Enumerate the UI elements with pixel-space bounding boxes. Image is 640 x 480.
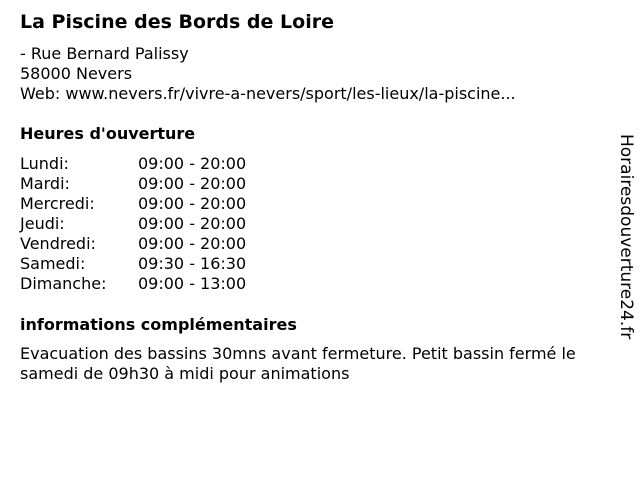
hours-day: Samedi: [20, 254, 86, 273]
hours-time: 09:00 - 20:00 [138, 194, 247, 213]
hours-day: Lundi: [20, 154, 69, 173]
info-text: Evacuation des bassins 30mns avant fermeture. Petit bassin fermé le samedi de 09h30 à midi pour animations [20, 344, 576, 383]
hours-day: Mardi: [20, 174, 70, 193]
hours-time: 09:00 - 20:00 [138, 214, 247, 233]
site-watermark: Horairesdouverture24.fr [616, 134, 636, 340]
hours-heading: Heures d'ouverture [20, 124, 196, 143]
hours-time: 09:00 - 13:00 [138, 274, 247, 293]
website-link[interactable]: Web: www.nevers.fr/vivre-a-nevers/sport/les-lieux/la-piscine... [20, 84, 516, 103]
hours-row [20, 234, 246, 254]
info-heading: informations complémentaires [20, 315, 297, 334]
hours-row [20, 274, 246, 294]
address-block [20, 44, 516, 104]
hours-row [20, 254, 246, 274]
hours-time: 09:00 - 20:00 [138, 234, 247, 253]
city-address: 58000 Nevers [20, 64, 133, 83]
street-address: - Rue Bernard Palissy [20, 44, 189, 63]
hours-row [20, 214, 246, 234]
hours-day: Mercredi: [20, 194, 95, 213]
hours-row [20, 154, 246, 174]
place-title: La Piscine des Bords de Loire [20, 11, 334, 33]
hours-time: 09:00 - 20:00 [138, 154, 247, 173]
hours-row [20, 174, 246, 194]
hours-time: 09:30 - 16:30 [138, 254, 247, 273]
hours-day: Jeudi: [20, 214, 65, 233]
hours-row [20, 194, 246, 214]
hours-time: 09:00 - 20:00 [138, 174, 247, 193]
hours-day: Vendredi: [20, 234, 96, 253]
hours-day: Dimanche: [20, 274, 107, 293]
hours-table [20, 154, 246, 294]
